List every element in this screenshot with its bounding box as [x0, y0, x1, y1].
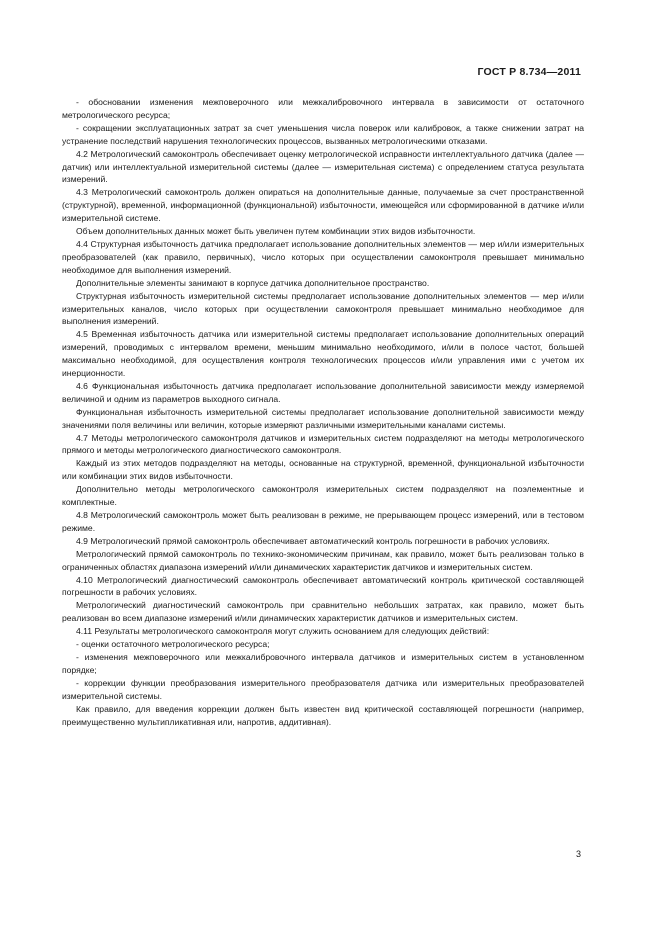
standard-designation: ГОСТ Р 8.734—2011 [477, 66, 581, 78]
paragraph: Метрологический прямой самоконтроль по технико-экономическим причинам, как правило, может быть реализован только в ограниченных областях диапазона измерений и/или динамических характеристик датчиков и измерительных систем. [62, 548, 584, 572]
paragraph: Дополнительные элементы занимают в корпусе датчика дополнительное пространство. [76, 277, 430, 288]
paragraph: Как правило, для введения коррекции должен быть известен вид критической составляющей погрешности (например, преимущественно мультипликативная или, напротив, аддитивная). [62, 703, 584, 727]
paragraph: 4.8 Метрологический самоконтроль может быть реализован в режиме, не прерывающем процесс измерений, или в тестовом режиме. [62, 510, 584, 533]
page-number: 3 [575, 849, 581, 859]
paragraph: 4.4 Структурная избыточность датчика предполагает использование дополнительных элементов — мер и/или измерительных преобразователей (как правило, первичных), число которых при осуществлении самоконтроля превышает минимально необходимое для выполнения измерений. [62, 238, 584, 275]
paragraph: 4.11 Результаты метрологического самоконтроля могут служить основанием для следующих действий: [76, 626, 490, 637]
paragraph: 4.7 Методы метрологического самоконтроля датчиков и измерительных систем подразделяют на методы метрологического прямого и методы метрологического диагностического самоконтроля. [62, 432, 584, 456]
paragraph: Каждый из этих методов подразделяют на методы, основанные на структурной, временной, функциональной избыточности или комбинации этих видов избыточности. [62, 458, 584, 482]
paragraph: Дополнительно методы метрологического самоконтроля измерительных систем подразделяют на поэлементные и комплектные. [62, 484, 584, 508]
paragraph: - обосновании изменения межповерочного или межкалибровочного интервала в зависимости от остаточного метрологического ресурса; [62, 97, 584, 120]
paragraph: - коррекции функции преобразования измерительного преобразователя датчика или измерительных преобразователей измерительной системы. [62, 677, 584, 701]
paragraph: - оценки остаточного метрологического ресурса; [76, 639, 270, 650]
paragraph: 4.3 Метрологический самоконтроль должен опираться на дополнительные данные, получаемые за счет пространственной (структурной), временной, информационной (функциональной) избыточности, имеющейся или сформированной в датчике и/или измерительной системе. [62, 187, 584, 224]
paragraph: Структурная избыточность измерительной системы предполагает использование дополнительных элементов — мер и/или измерительных каналов, число которых при осуществлении самоконтроля превышает минимально необходимое для выполнения измерений. [62, 290, 584, 327]
paragraph: Функциональная избыточность измерительной системы предполагает использование дополнительной зависимости между значениями поля величины или величин, которые измеряют различными измерительными каналами системы. [62, 406, 584, 430]
paragraph: 4.6 Функциональная избыточность датчика предполагает использование дополнительной зависимости между измеряемой величиной и одним из параметров выходного сигнала. [62, 380, 584, 404]
paragraph: Объем дополнительных данных может быть увеличен путем комбинации этих видов избыточности. [76, 226, 476, 237]
paragraph: 4.10 Метрологический диагностический самоконтроль обеспечивает автоматический контроль критической составляющей погрешности в рабочих условиях. [62, 574, 584, 598]
paragraph: Метрологический диагностический самоконтроль при сравнительно небольших затратах, как правило, может быть реализован во всем диапазоне измерений и/или динамических характеристик датчиков и измерительных систем. [62, 600, 584, 624]
body-text [62, 96, 584, 728]
paragraph: 4.2 Метрологический самоконтроль обеспечивает оценку метрологической исправности интеллектуального датчика (далее — датчик) или интеллектуальной измерительной системы (далее — измерительная система) с определением статуса результата измерений. [62, 148, 584, 185]
paragraph: 4.5 Временная избыточность датчика или измерительной системы предполагает использование дополнительных операций измерений, проводимых с интервалом времени, меньшим минимально необходимого, и/или в полосе частот, большей максимально необходимой, для осуществления контроля технологических процессов и/или управления ими с учетом их инерционности. [62, 329, 584, 379]
paragraph: - изменения межповерочного или межкалибровочного интервала датчиков и измерительных систем в установленном порядке; [62, 651, 584, 675]
paragraph: - сокращении эксплуатационных затрат за счет уменьшения числа поверок или калибровок, а также снижении затрат на устранение последствий нарушения технологических процессов, вызванных метрологическими отказами. [62, 122, 584, 146]
paragraph: 4.9 Метрологический прямой самоконтроль обеспечивает автоматический контроль погрешности в рабочих условиях. [76, 535, 550, 546]
